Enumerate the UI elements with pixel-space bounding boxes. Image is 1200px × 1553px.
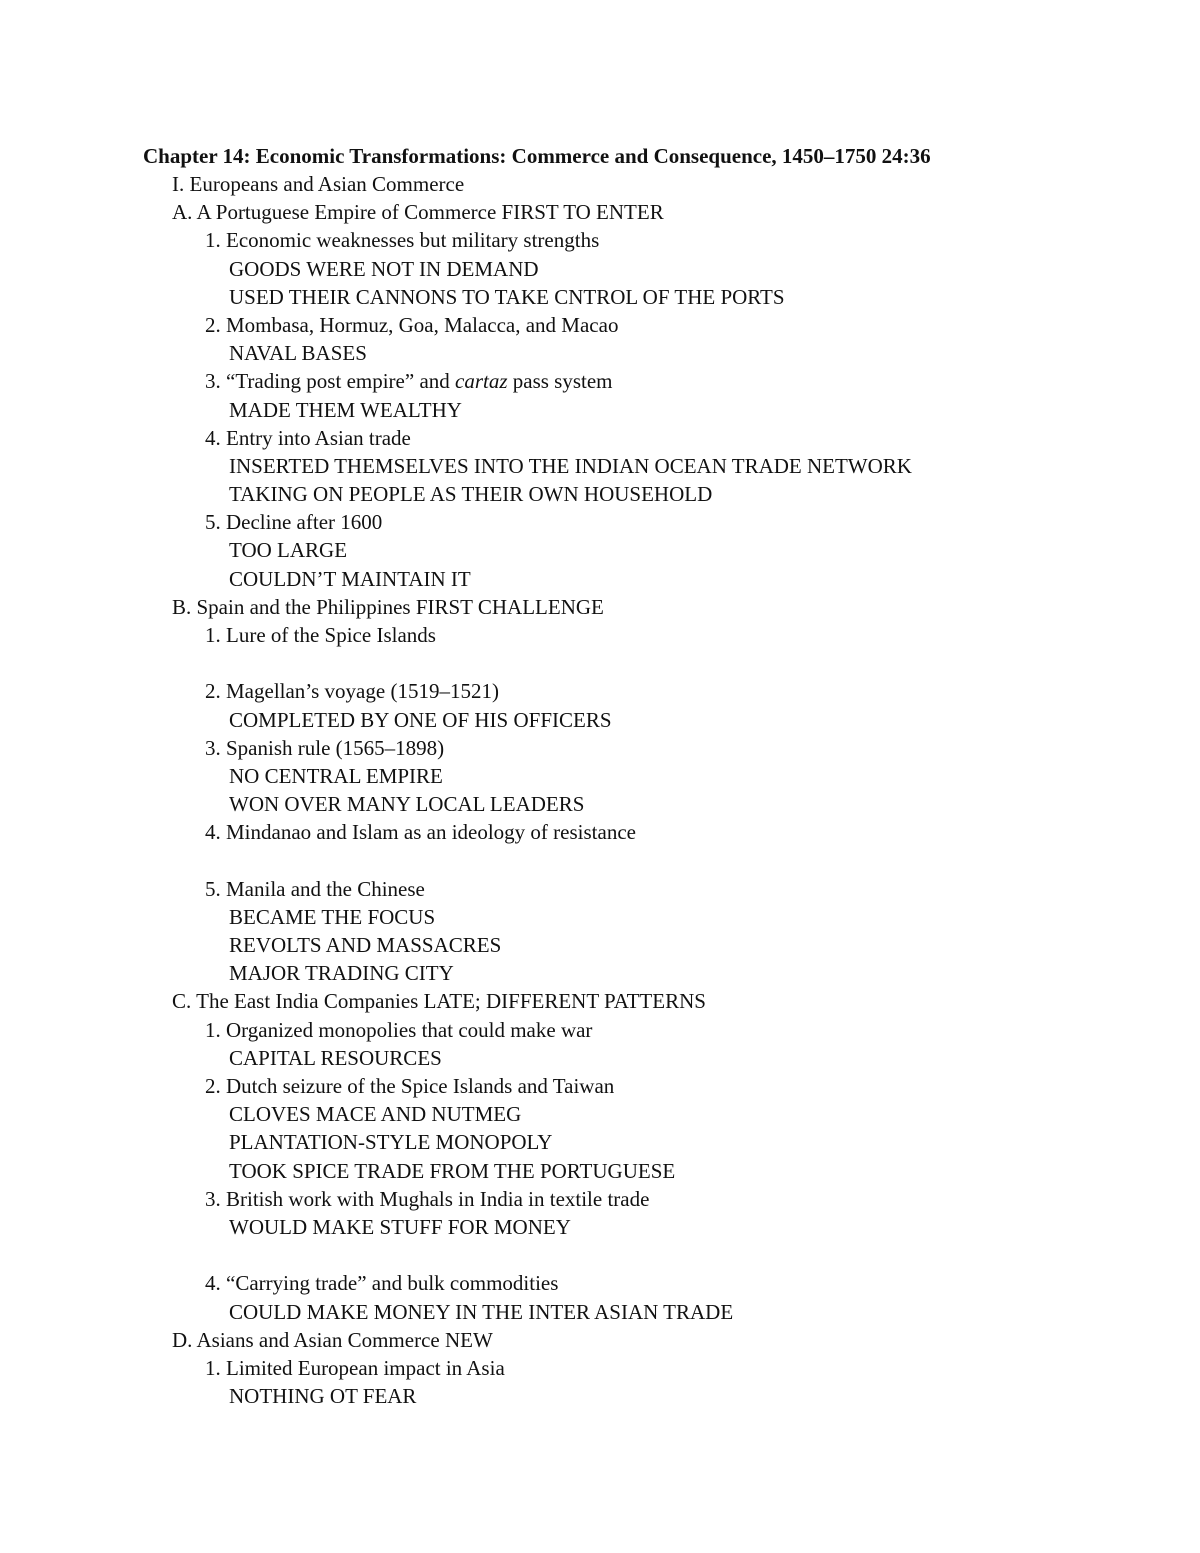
topic-item: 5. Manila and the Chinese (205, 876, 425, 901)
blank-line (0, 1241, 1200, 1269)
note-line: PLANTATION-STYLE MONOPOLY (229, 1130, 553, 1155)
topic-item (0, 367, 1200, 395)
note-line: COMPLETED BY ONE OF HIS OFFICERS (229, 707, 612, 732)
topic-item: 2. Dutch seizure of the Spice Islands and Taiwan (205, 1074, 615, 1098)
line-text: 3. “Trading post empire” and (205, 369, 456, 394)
topic-item: 4. Mindanao and Islam as an ideology of resistance (205, 820, 636, 845)
note-line: TAKING ON PEOPLE AS THEIR OWN HOUSEHOLD (229, 482, 713, 507)
italic-term: cartaz (455, 369, 508, 394)
note-line: GOODS WERE NOT IN DEMAND (229, 256, 539, 281)
topic-item: 3. British work with Mughals in India in textile trade (205, 1186, 650, 1211)
subsection-heading: B. Spain and the Philippines FIRST CHALLENGE (172, 594, 604, 619)
note-line: MADE THEM WEALTHY (229, 397, 462, 422)
note-line: NOTHING OT FEAR (229, 1384, 417, 1409)
note-line: COULD MAKE MONEY IN THE INTER ASIAN TRADE (229, 1299, 734, 1324)
note-line: TOO LARGE (229, 538, 348, 563)
note-line: NO CENTRAL EMPIRE (229, 763, 443, 788)
note-line: NAVAL BASES (229, 341, 367, 366)
topic-item: 2. Magellan’s voyage (1519–1521) (205, 679, 499, 704)
note-line: USED THEIR CANNONS TO TAKE CNTROL OF THE PORTS (229, 284, 785, 309)
note-line: COULDN’T MAINTAIN IT (229, 566, 471, 591)
topic-item: 4. “Carrying trade” and bulk commodities (205, 1271, 559, 1296)
note-line: REVOLTS AND MASSACRES (229, 933, 502, 958)
note-line: CAPITAL RESOURCES (229, 1045, 442, 1070)
note-line: WOULD MAKE STUFF FOR MONEY (229, 1214, 571, 1239)
topic-item: 2. Mombasa, Hormuz, Goa, Malacca, and Macao (205, 312, 619, 337)
topic-item: 1. Organized monopolies that could make war (205, 1017, 593, 1042)
outline-list (0, 170, 1200, 1410)
topic-item: 4. Entry into Asian trade (205, 425, 411, 450)
topic-item: 1. Economic weaknesses but military strengths (205, 228, 600, 253)
line-text: pass system (507, 369, 613, 394)
blank-line (0, 649, 1200, 677)
note-line: TOOK SPICE TRADE FROM THE PORTUGUESE (229, 1158, 676, 1183)
blank-line (0, 847, 1200, 875)
topic-item: 1. Lure of the Spice Islands (205, 623, 436, 647)
subsection-heading: C. The East India Companies LATE; DIFFERENT PATTERNS (172, 989, 706, 1014)
note-line: WON OVER MANY LOCAL LEADERS (229, 792, 585, 817)
note-line: MAJOR TRADING CITY (229, 961, 454, 986)
subsection-heading: D. Asians and Asian Commerce NEW (172, 1327, 493, 1352)
note-line: BECAME THE FOCUS (229, 904, 436, 929)
section-heading: I. Europeans and Asian Commerce (172, 172, 465, 196)
page-title: Chapter 14: Economic Transformations: Commerce and Consequence, 1450–1750 24:36 (143, 144, 931, 168)
topic-item: 3. Spanish rule (1565–1898) (205, 735, 445, 760)
subsection-heading: A. A Portuguese Empire of Commerce FIRST TO ENTER (172, 200, 664, 225)
note-line: INSERTED THEMSELVES INTO THE INDIAN OCEAN TRADE NETWORK (229, 453, 912, 478)
topic-item: 5. Decline after 1600 (205, 510, 383, 535)
note-line: CLOVES MACE AND NUTMEG (229, 1102, 522, 1127)
topic-item: 1. Limited European impact in Asia (205, 1355, 505, 1380)
